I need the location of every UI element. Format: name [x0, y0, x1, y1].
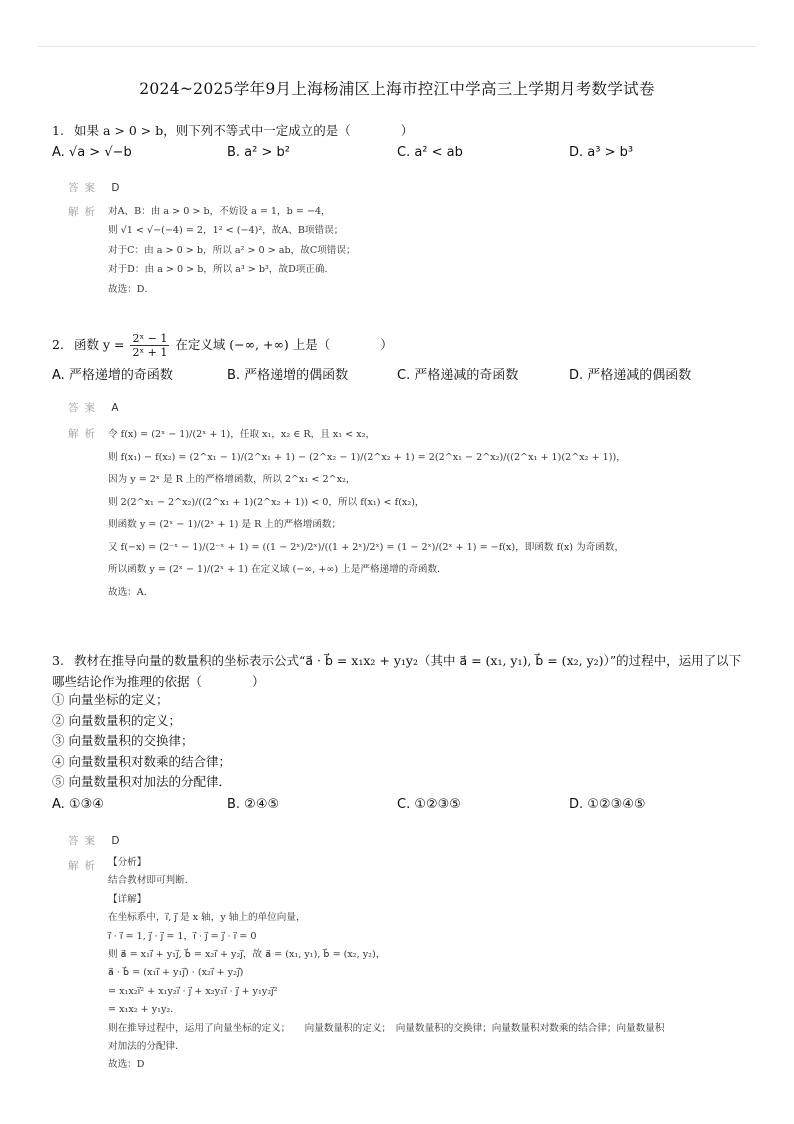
question-number: 3. — [52, 653, 64, 668]
function-fraction — [130, 332, 169, 359]
question-3-solution — [108, 854, 748, 1075]
page-title: 2024~2025学年9月上海杨浦区上海市控江中学高三上学期月考数学试卷 — [139, 80, 655, 98]
solution-line: 对A、B：由 a > 0 > b，不妨设 a = 1，b = −4， — [108, 206, 331, 217]
solution-line: 故选：D — [108, 1059, 145, 1071]
solution-line: 则在推导过程中，运用了向量坐标的定义； 向量数量积的定义； 向量数量积的交换律；向量数量积对数乘的结合律；向量数量积 — [108, 1022, 665, 1034]
solution-line: 则函数 y = (2ˣ − 1)/(2ˣ + 1) 是 R 上的严格增函数； — [108, 519, 342, 530]
question-3-items — [52, 690, 231, 793]
option-a[interactable]: A. 严格递增的奇函数 — [52, 368, 173, 383]
solution-line: 结合教材即可判断． — [108, 875, 195, 887]
solution-line: 【分析】 — [108, 857, 147, 868]
question-text-prefix: 函数 y = — [73, 337, 125, 352]
header-divider — [38, 46, 756, 47]
option-b[interactable]: B. a² > b² — [227, 145, 290, 160]
question-1-options — [52, 145, 752, 165]
option-b[interactable]: B. ②④⑤ — [227, 797, 280, 812]
option-d[interactable]: D. a³ > b³ — [569, 145, 634, 160]
list-item: ③ 向量数量积的交换律； — [52, 733, 194, 748]
solution-line: 则 f(x₁) − f(x₂) = (2^x₁ − 1)/(2^x₁ + 1) − (2^x₂ − 1)/(2^x₂ + 1) = 2(2^x₁ − 2^x₂)/((2^x₁ + 1)(2^x₂ + 1))， — [108, 451, 626, 463]
solution-line: i⃗ · i⃗ = 1, j⃗ · j⃗ = 1，i⃗ · j⃗ = j⃗ · i⃗ = 0 — [108, 930, 257, 942]
question-3-options — [52, 797, 752, 817]
solution-line: 又 f(−x) = (2⁻ˣ − 1)/(2⁻ˣ + 1) = ((1 − 2ˣ)/2ˣ)/((1 + 2ˣ)/2ˣ) = (1 − 2ˣ)/(2ˣ + 1) = −f(x)，即函数 f(x) 为奇函数， — [108, 541, 625, 553]
solution-line: 则 a⃗ = x₁i⃗ + y₁j⃗, b⃗ = x₂i⃗ + y₂j⃗，故 a⃗ = (x₁, y₁), b⃗ = (x₂, y₂)， — [108, 949, 386, 961]
solution-line: 则 2(2^x₁ − 2^x₂)/((2^x₁ + 1)(2^x₂ + 1)) < 0，所以 f(x₁) < f(x₂)， — [108, 496, 425, 508]
solution-line: 所以函数 y = (2ˣ − 1)/(2ˣ + 1) 在定义域 (−∞, +∞) 上是严格递增的奇函数． — [108, 564, 447, 575]
solution-line: = x₁x₂i⃗² + x₁y₂i⃗ · j⃗ + x₂y₁i⃗ · j⃗ + y₁y₂j⃗² — [108, 985, 278, 997]
question-1-solution — [108, 202, 748, 299]
option-c[interactable]: C. ①②③⑤ — [397, 797, 461, 812]
answer-label: 答案 — [68, 835, 101, 847]
analysis-label: 解析 — [68, 428, 101, 440]
solution-line: 在坐标系中，i⃗, j⃗ 是 x 轴，y 轴上的单位向量， — [108, 912, 306, 924]
solution-line: 【详解】 — [108, 893, 147, 905]
answer-value: D — [111, 835, 120, 847]
list-item: ⑤ 向量数量积对加法的分配律． — [52, 774, 231, 789]
answer-label: 答案 — [68, 402, 101, 414]
solution-line: 故选：D． — [108, 283, 155, 295]
question-3-stem — [52, 650, 752, 692]
option-d[interactable]: D. ①②③④⑤ — [569, 797, 646, 812]
question-text-line-2: 哪些结论作为推理的依据（ ） — [52, 674, 265, 689]
option-b[interactable]: B. 严格递增的偶函数 — [227, 368, 349, 383]
list-item: ④ 向量数量积对数乘的结合律； — [52, 753, 231, 769]
question-2-stem — [52, 332, 752, 359]
question-1-answer — [68, 180, 119, 195]
question-text-line-1: 教材在推导向量的数量积的坐标表示公式“a⃗ · b⃗ = x₁x₂ + y₁y₂（其中 a⃗ = (x₁, y₁), b⃗ = (x₂, y₂)）”的过程中，运用了以下 — [73, 653, 742, 668]
question-number: 1. — [52, 123, 64, 138]
question-text: 如果 a > 0 > b，则下列不等式中一定成立的是（ ） — [73, 123, 414, 138]
option-c[interactable]: C. 严格递减的奇函数 — [397, 368, 519, 383]
fraction-denominator: 2ˣ + 1 — [132, 346, 168, 359]
solution-line: 因为 y = 2ˣ 是 R 上的严格增函数，所以 2^x₁ < 2^x₂， — [108, 474, 356, 485]
question-number: 2. — [52, 337, 64, 352]
list-item: ② 向量数量积的定义； — [52, 712, 181, 728]
question-1-stem — [52, 122, 752, 140]
fraction-numerator: 2ˣ − 1 — [132, 332, 168, 345]
solution-line: 令 f(x) = (2ˣ − 1)/(2ˣ + 1)，任取 x₁，x₂ ∈ R，且 x₁ < x₂， — [108, 429, 376, 440]
option-d[interactable]: D. 严格递减的偶函数 — [569, 368, 692, 383]
answer-value: A — [111, 402, 119, 414]
solution-line: 则 √1 < √−(−4) = 2，1² < (−4)²，故A、B项错误； — [108, 225, 344, 237]
solution-line: 对加法的分配律． — [108, 1041, 185, 1053]
question-2-answer — [68, 400, 119, 415]
option-a[interactable]: A. √a > √−b — [52, 145, 132, 160]
solution-line: = x₁x₂ + y₁y₂． — [108, 1004, 180, 1016]
question-2-solution — [108, 424, 748, 604]
option-c[interactable]: C. a² < ab — [397, 145, 463, 160]
analysis-label: 解析 — [68, 206, 101, 218]
analysis-label: 解析 — [68, 860, 101, 872]
question-text-suffix: 在定义域 (−∞, +∞) 上是（ ） — [175, 337, 393, 352]
question-3-answer — [68, 833, 119, 848]
answer-value: D — [111, 182, 120, 194]
solution-line: a⃗ · b⃗ = (x₁i⃗ + y₁j⃗) · (x₂i⃗ + y₂j⃗) — [108, 967, 244, 979]
question-2-options — [52, 364, 752, 384]
option-a[interactable]: A. ①③④ — [52, 797, 104, 812]
solution-line: 对于D：由 a > 0 > b，所以 a³ > b³，故D项正确． — [108, 264, 335, 276]
answer-label: 答案 — [68, 182, 101, 194]
list-item: ① 向量坐标的定义； — [52, 692, 169, 707]
solution-line: 对于C：由 a > 0 > b，所以 a² > 0 > ab，故C项错误； — [108, 244, 356, 256]
solution-line: 故选：A． — [108, 586, 154, 598]
